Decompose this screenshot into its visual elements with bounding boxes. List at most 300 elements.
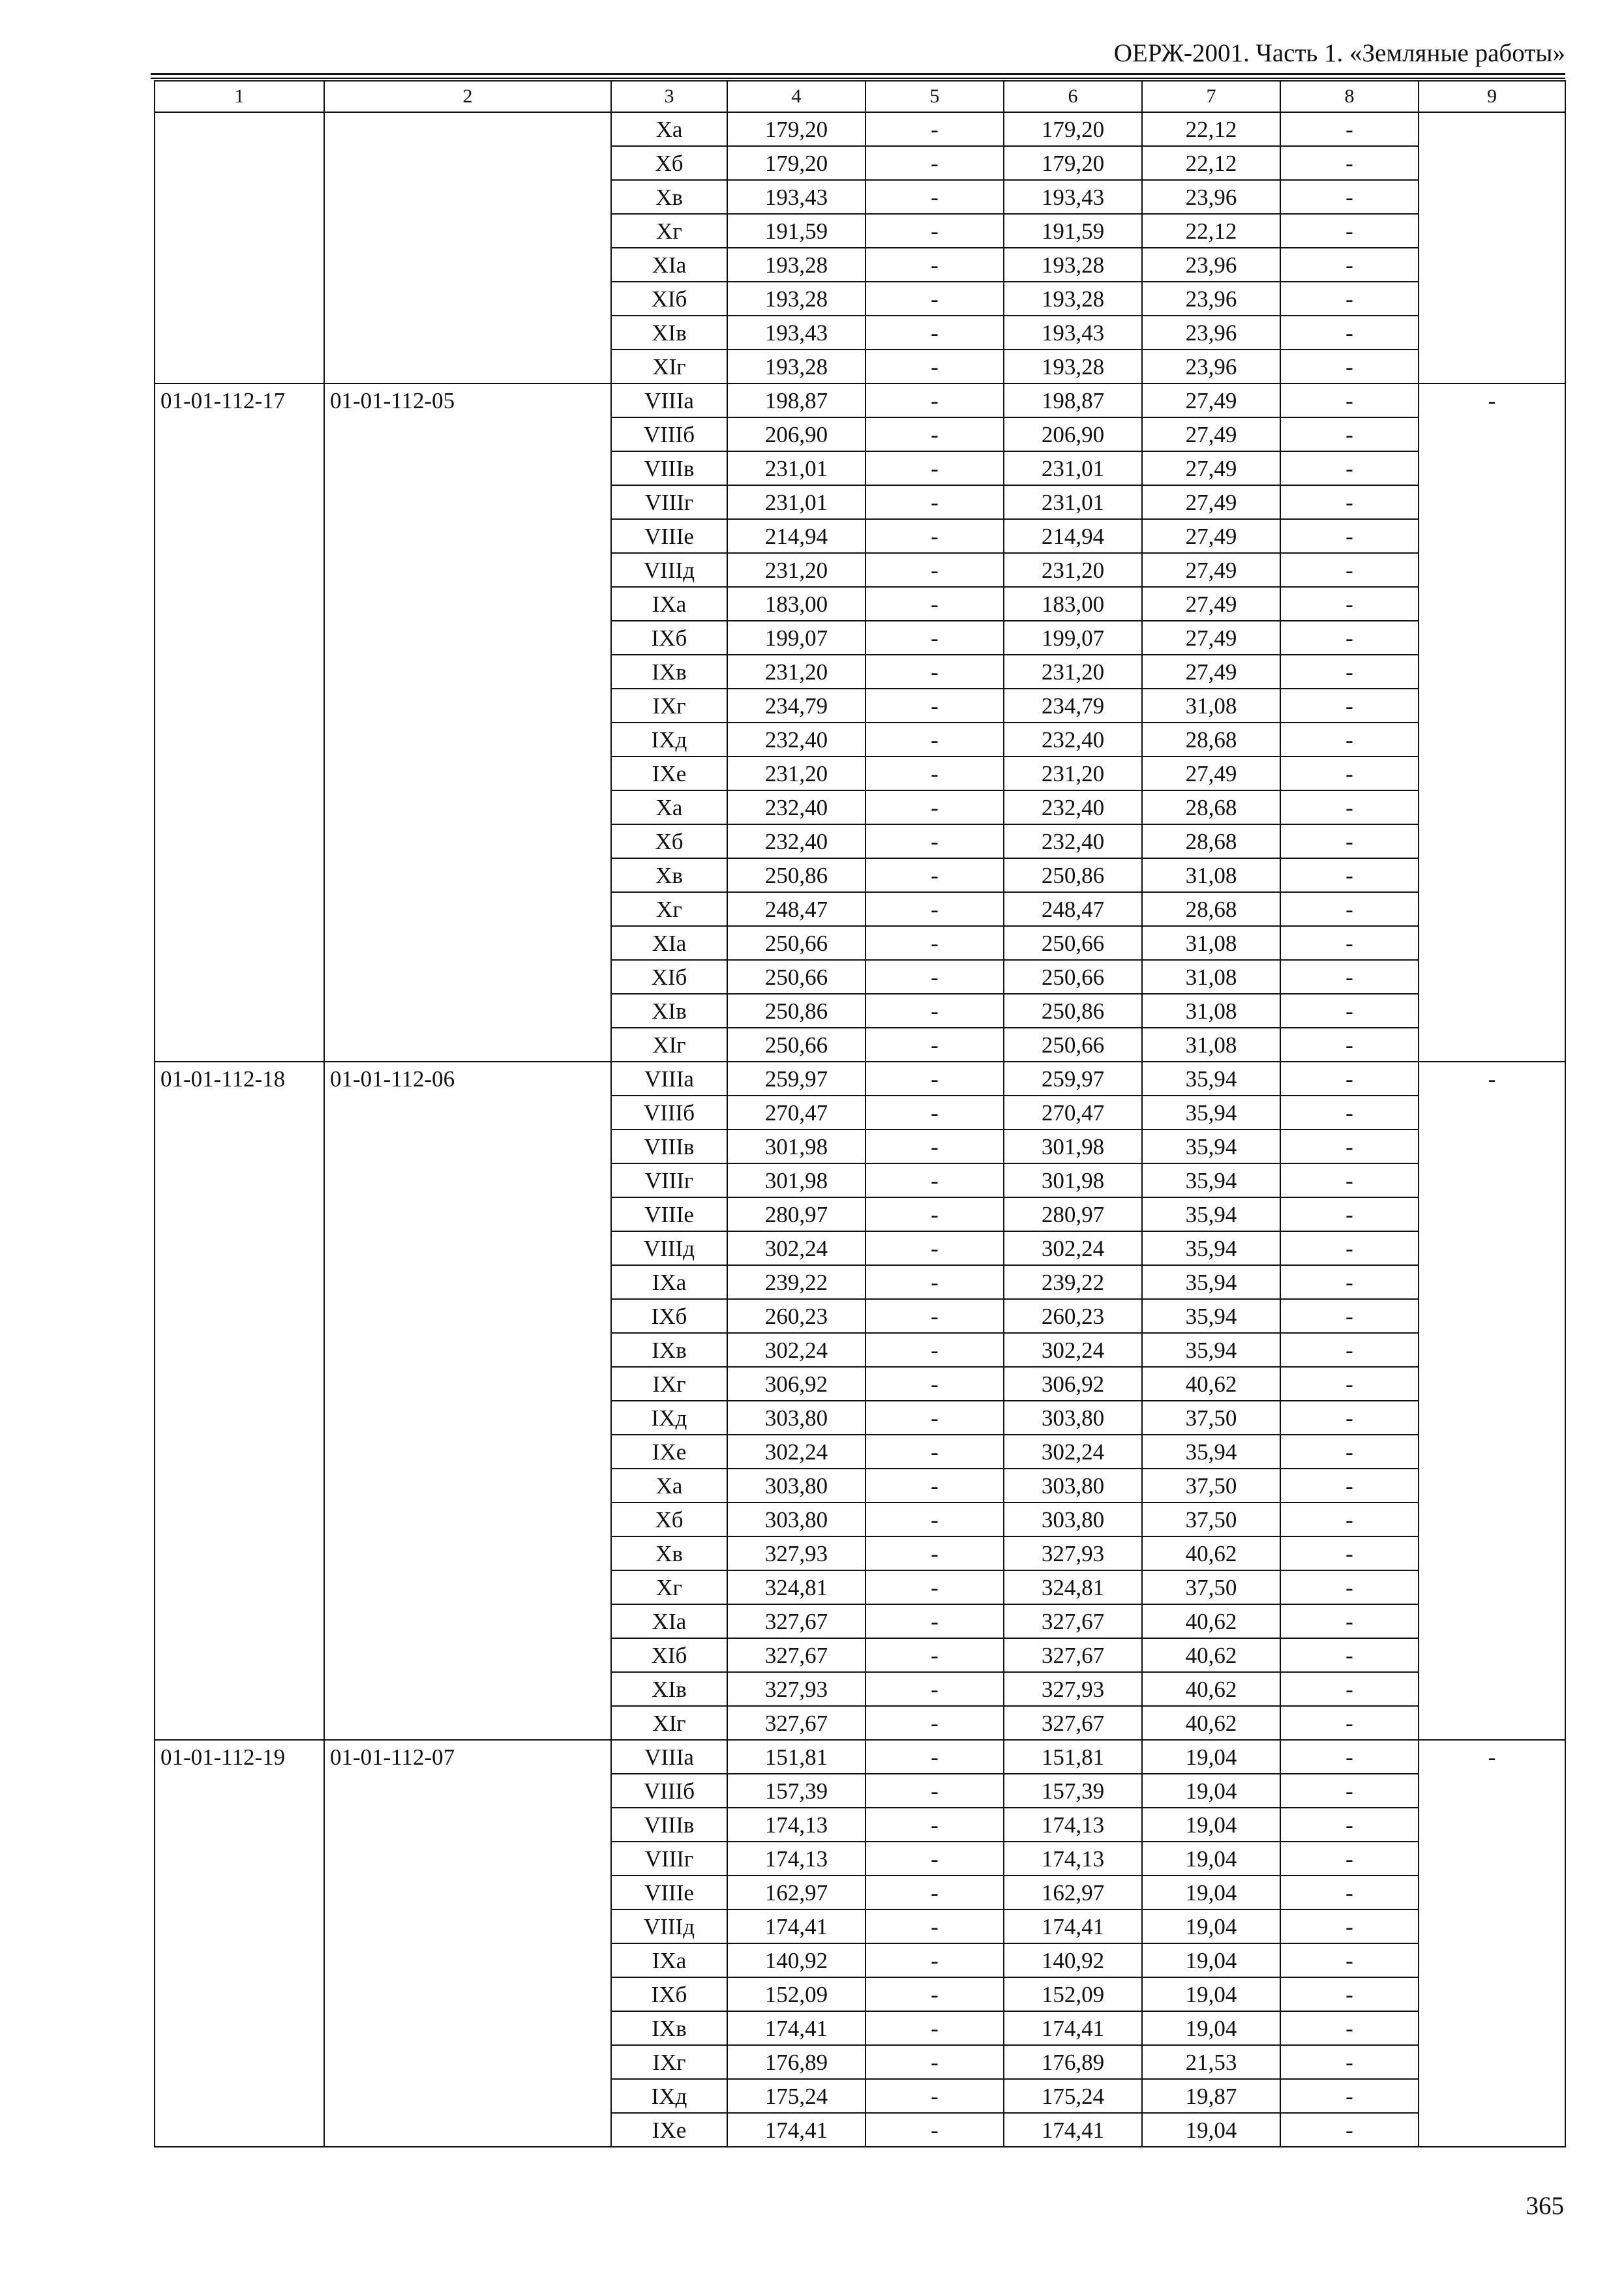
table-cell-col6: 191,59 [1004, 214, 1142, 248]
table-cell-col5: - [865, 1842, 1004, 1876]
table-cell-col6: 193,43 [1004, 180, 1142, 214]
table-cell-col4: 214,94 [727, 519, 865, 553]
table-cell-col5: - [865, 1876, 1004, 1909]
table-cell-col4: 193,28 [727, 282, 865, 316]
table-cell-col3: XIб [611, 960, 727, 994]
table-cell-col3: XIг [611, 350, 727, 383]
table-cell-col8: - [1280, 553, 1419, 587]
table-cell-col4: 151,81 [727, 1740, 865, 1774]
table-cell-col4: 231,20 [727, 553, 865, 587]
table-row [155, 383, 1565, 417]
table-cell-col7: 19,04 [1142, 1909, 1280, 1943]
table-cell-col5: - [865, 621, 1004, 655]
table-cell-col3: VIIIа [611, 1062, 727, 1096]
table-cell-col4: 183,00 [727, 587, 865, 621]
table-cell-col4: 303,80 [727, 1469, 865, 1503]
table-cell-col7: 35,94 [1142, 1062, 1280, 1096]
table-cell-col7: 27,49 [1142, 553, 1280, 587]
table-cell-col6: 306,92 [1004, 1367, 1142, 1401]
table-cell-col3: IXв [611, 1333, 727, 1367]
table-cell-col6: 179,20 [1004, 112, 1142, 146]
col-header-7: 7 [1142, 81, 1280, 112]
table-cell-col4: 232,40 [727, 723, 865, 756]
table-cell-col5: - [865, 1706, 1004, 1740]
table-cell-col8: - [1280, 2113, 1419, 2147]
table-cell-col6: 174,13 [1004, 1808, 1142, 1842]
table-cell-col8: - [1280, 1909, 1419, 1943]
table-cell-col7: 31,08 [1142, 689, 1280, 723]
table-cell-col5: - [865, 112, 1004, 146]
table-cell-col5: - [865, 790, 1004, 824]
reference-code-cell: 01-01-112-05 [324, 383, 611, 1062]
table-cell-col3: Xв [611, 180, 727, 214]
table-cell-col3: VIIIд [611, 1909, 727, 1943]
table-cell-col7: 27,49 [1142, 655, 1280, 689]
table-cell-col6: 302,24 [1004, 1333, 1142, 1367]
table-cell-col6: 248,47 [1004, 892, 1142, 926]
table-cell-col8: - [1280, 146, 1419, 180]
table-cell-col7: 31,08 [1142, 926, 1280, 960]
column-number-row [155, 81, 1565, 112]
header-rule-thin [151, 78, 1565, 79]
table-cell-col8: - [1280, 1503, 1419, 1536]
table-cell-col6: 174,41 [1004, 2011, 1142, 2045]
table-cell-col4: 250,66 [727, 1028, 865, 1062]
table-cell-col6: 327,67 [1004, 1706, 1142, 1740]
table-cell-col7: 28,68 [1142, 824, 1280, 858]
table-cell-col5: - [865, 451, 1004, 485]
rate-code-cell [155, 112, 324, 383]
table-cell-col3: XIв [611, 994, 727, 1028]
table-cell-col6: 152,09 [1004, 1977, 1142, 2011]
table-cell-col3: VIIIд [611, 553, 727, 587]
table-cell-col4: 327,93 [727, 1672, 865, 1706]
table-cell-col6: 193,28 [1004, 350, 1142, 383]
column-9-cell: - [1419, 1062, 1565, 1740]
table-cell-col4: 259,97 [727, 1062, 865, 1096]
table-cell-col8: - [1280, 1435, 1419, 1469]
table-cell-col4: 234,79 [727, 689, 865, 723]
table-cell-col5: - [865, 1062, 1004, 1096]
table-cell-col3: VIIIв [611, 451, 727, 485]
table-cell-col4: 174,41 [727, 2011, 865, 2045]
table-cell-col7: 35,94 [1142, 1333, 1280, 1367]
table-cell-col4: 179,20 [727, 146, 865, 180]
table-cell-col4: 302,24 [727, 1333, 865, 1367]
table-cell-col5: - [865, 2079, 1004, 2113]
table-cell-col4: 303,80 [727, 1401, 865, 1435]
table-cell-col7: 28,68 [1142, 892, 1280, 926]
table-cell-col3: IXб [611, 1299, 727, 1333]
table-cell-col8: - [1280, 892, 1419, 926]
table-cell-col4: 303,80 [727, 1503, 865, 1536]
table-cell-col6: 232,40 [1004, 790, 1142, 824]
table-cell-col5: - [865, 417, 1004, 451]
table-cell-col7: 27,49 [1142, 417, 1280, 451]
reference-code-cell [324, 112, 611, 383]
table-cell-col4: 250,66 [727, 960, 865, 994]
table-cell-col3: IXг [611, 689, 727, 723]
table-cell-col7: 37,50 [1142, 1570, 1280, 1604]
table-cell-col6: 157,39 [1004, 1774, 1142, 1808]
table-cell-col8: - [1280, 655, 1419, 689]
table-cell-col5: - [865, 723, 1004, 756]
table-cell-col7: 22,12 [1142, 146, 1280, 180]
table-cell-col8: - [1280, 1536, 1419, 1570]
table-cell-col4: 250,86 [727, 858, 865, 892]
table-cell-col7: 27,49 [1142, 383, 1280, 417]
table-cell-col4: 199,07 [727, 621, 865, 655]
table-cell-col6: 193,28 [1004, 248, 1142, 282]
table-cell-col5: - [865, 2011, 1004, 2045]
table-cell-col8: - [1280, 994, 1419, 1028]
table-cell-col5: - [865, 1265, 1004, 1299]
table-cell-col4: 248,47 [727, 892, 865, 926]
table-cell-col4: 301,98 [727, 1130, 865, 1163]
table-cell-col6: 303,80 [1004, 1503, 1142, 1536]
table-cell-col5: - [865, 756, 1004, 790]
table-cell-col7: 35,94 [1142, 1163, 1280, 1197]
table-cell-col4: 174,13 [727, 1842, 865, 1876]
table-cell-col3: IXг [611, 1367, 727, 1401]
table-cell-col7: 19,04 [1142, 2011, 1280, 2045]
table-cell-col7: 40,62 [1142, 1706, 1280, 1740]
table-cell-col7: 22,12 [1142, 214, 1280, 248]
table-cell-col5: - [865, 1367, 1004, 1401]
table-cell-col7: 27,49 [1142, 519, 1280, 553]
table-cell-col5: - [865, 926, 1004, 960]
table-cell-col6: 174,41 [1004, 2113, 1142, 2147]
table-cell-col7: 27,49 [1142, 756, 1280, 790]
table-cell-col4: 231,01 [727, 485, 865, 519]
table-cell-col7: 28,68 [1142, 790, 1280, 824]
table-cell-col3: XIб [611, 282, 727, 316]
table-cell-col3: VIIIе [611, 1197, 727, 1231]
table-cell-col7: 35,94 [1142, 1265, 1280, 1299]
rate-code-cell: 01-01-112-19 [155, 1740, 324, 2147]
table-cell-col8: - [1280, 621, 1419, 655]
reference-code-cell: 01-01-112-07 [324, 1740, 611, 2147]
table-cell-col7: 27,49 [1142, 587, 1280, 621]
table-cell-col6: 327,93 [1004, 1536, 1142, 1570]
table-cell-col7: 37,50 [1142, 1469, 1280, 1503]
table-cell-col4: 157,39 [727, 1774, 865, 1808]
table-cell-col8: - [1280, 1197, 1419, 1231]
table-cell-col6: 231,01 [1004, 485, 1142, 519]
table-cell-col6: 231,20 [1004, 756, 1142, 790]
col-header-1: 1 [155, 81, 324, 112]
table-cell-col5: - [865, 689, 1004, 723]
table-cell-col3: IXа [611, 587, 727, 621]
table-cell-col3: IXв [611, 2011, 727, 2045]
table-cell-col5: - [865, 214, 1004, 248]
table-cell-col8: - [1280, 2079, 1419, 2113]
table-cell-col4: 174,13 [727, 1808, 865, 1842]
col-header-9: 9 [1419, 81, 1565, 112]
table-cell-col7: 23,96 [1142, 248, 1280, 282]
table-cell-col4: 232,40 [727, 790, 865, 824]
table-cell-col6: 302,24 [1004, 1231, 1142, 1265]
table-cell-col8: - [1280, 1570, 1419, 1604]
table-cell-col7: 31,08 [1142, 858, 1280, 892]
table-cell-col7: 23,96 [1142, 350, 1280, 383]
table-cell-col8: - [1280, 1638, 1419, 1672]
col-header-8: 8 [1280, 81, 1419, 112]
table-cell-col3: VIIIб [611, 1774, 727, 1808]
table-cell-col7: 23,96 [1142, 316, 1280, 350]
table-cell-col3: Xв [611, 858, 727, 892]
table-cell-col7: 19,04 [1142, 1808, 1280, 1842]
table-cell-col7: 19,04 [1142, 1842, 1280, 1876]
table-cell-col7: 19,04 [1142, 2113, 1280, 2147]
col-header-4: 4 [727, 81, 865, 112]
table-cell-col5: - [865, 1909, 1004, 1943]
table-cell-col8: - [1280, 1977, 1419, 2011]
table-cell-col5: - [865, 1435, 1004, 1469]
table-cell-col7: 19,87 [1142, 2079, 1280, 2113]
table-cell-col6: 198,87 [1004, 383, 1142, 417]
table-cell-col8: - [1280, 1265, 1419, 1299]
table-cell-col5: - [865, 1672, 1004, 1706]
table-cell-col6: 231,20 [1004, 553, 1142, 587]
table-cell-col7: 19,04 [1142, 1977, 1280, 2011]
table-cell-col6: 302,24 [1004, 1435, 1142, 1469]
table-cell-col5: - [865, 1503, 1004, 1536]
table-cell-col5: - [865, 858, 1004, 892]
table-cell-col7: 19,04 [1142, 1740, 1280, 1774]
table-cell-col4: 231,20 [727, 655, 865, 689]
table-cell-col3: XIв [611, 316, 727, 350]
table-cell-col6: 250,66 [1004, 1028, 1142, 1062]
table-cell-col7: 40,62 [1142, 1536, 1280, 1570]
table-cell-col5: - [865, 960, 1004, 994]
table-cell-col4: 231,20 [727, 756, 865, 790]
table-cell-col4: 231,01 [727, 451, 865, 485]
table-cell-col3: IXа [611, 1943, 727, 1977]
rates-table [154, 80, 1566, 2147]
table-cell-col5: - [865, 2045, 1004, 2079]
table-cell-col3: VIIIа [611, 1740, 727, 1774]
table-cell-col4: 193,28 [727, 350, 865, 383]
table-cell-col3: IXе [611, 1435, 727, 1469]
table-cell-col4: 306,92 [727, 1367, 865, 1401]
table-cell-col4: 193,28 [727, 248, 865, 282]
table-cell-col5: - [865, 180, 1004, 214]
table-cell-col5: - [865, 1401, 1004, 1435]
table-cell-col6: 183,00 [1004, 587, 1142, 621]
table-cell-col3: VIIIб [611, 417, 727, 451]
table-cell-col5: - [865, 146, 1004, 180]
table-cell-col4: 174,41 [727, 2113, 865, 2147]
table-cell-col3: IXа [611, 1265, 727, 1299]
table-cell-col6: 231,20 [1004, 655, 1142, 689]
table-cell-col4: 302,24 [727, 1231, 865, 1265]
table-cell-col6: 151,81 [1004, 1740, 1142, 1774]
table-cell-col5: - [865, 1943, 1004, 1977]
column-9-cell [1419, 112, 1565, 383]
table-cell-col8: - [1280, 417, 1419, 451]
table-cell-col4: 176,89 [727, 2045, 865, 2079]
table-cell-col7: 31,08 [1142, 994, 1280, 1028]
table-cell-col7: 28,68 [1142, 723, 1280, 756]
table-cell-col4: 327,67 [727, 1706, 865, 1740]
table-cell-col8: - [1280, 926, 1419, 960]
table-cell-col6: 234,79 [1004, 689, 1142, 723]
table-cell-col4: 280,97 [727, 1197, 865, 1231]
table-cell-col5: - [865, 1163, 1004, 1197]
table-cell-col6: 239,22 [1004, 1265, 1142, 1299]
table-cell-col4: 191,59 [727, 214, 865, 248]
table-cell-col3: IXд [611, 1401, 727, 1435]
table-cell-col3: XIб [611, 1638, 727, 1672]
table-cell-col5: - [865, 1231, 1004, 1265]
table-cell-col5: - [865, 248, 1004, 282]
table-cell-col7: 23,96 [1142, 180, 1280, 214]
table-cell-col5: - [865, 1808, 1004, 1842]
table-cell-col8: - [1280, 1706, 1419, 1740]
table-cell-col8: - [1280, 2045, 1419, 2079]
table-cell-col7: 35,94 [1142, 1130, 1280, 1163]
table-cell-col4: 232,40 [727, 824, 865, 858]
table-cell-col3: Xб [611, 146, 727, 180]
table-cell-col8: - [1280, 1130, 1419, 1163]
table-cell-col5: - [865, 824, 1004, 858]
column-9-cell: - [1419, 383, 1565, 1062]
table-cell-col6: 270,47 [1004, 1096, 1142, 1130]
table-cell-col6: 301,98 [1004, 1130, 1142, 1163]
table-cell-col3: XIв [611, 1672, 727, 1706]
rate-code-cell: 01-01-112-17 [155, 383, 324, 1062]
table-cell-col5: - [865, 655, 1004, 689]
table-cell-col3: Xв [611, 1536, 727, 1570]
table-cell-col8: - [1280, 1876, 1419, 1909]
table-cell-col3: VIIIд [611, 1231, 727, 1265]
header-rule [151, 73, 1565, 75]
table-cell-col5: - [865, 1570, 1004, 1604]
table-cell-col5: - [865, 1469, 1004, 1503]
table-cell-col7: 35,94 [1142, 1299, 1280, 1333]
table-cell-col6: 250,86 [1004, 858, 1142, 892]
col-header-2: 2 [324, 81, 611, 112]
table-cell-col8: - [1280, 1299, 1419, 1333]
table-cell-col8: - [1280, 1028, 1419, 1062]
table-cell-col6: 162,97 [1004, 1876, 1142, 1909]
table-cell-col3: Xг [611, 1570, 727, 1604]
table-cell-col7: 37,50 [1142, 1401, 1280, 1435]
table-cell-col7: 23,96 [1142, 282, 1280, 316]
table-cell-col4: 301,98 [727, 1163, 865, 1197]
table-cell-col6: 231,01 [1004, 451, 1142, 485]
table-cell-col7: 19,04 [1142, 1876, 1280, 1909]
table-cell-col7: 21,53 [1142, 2045, 1280, 2079]
table-cell-col8: - [1280, 180, 1419, 214]
table-cell-col8: - [1280, 1774, 1419, 1808]
table-cell-col6: 303,80 [1004, 1469, 1142, 1503]
table-cell-col3: IXе [611, 2113, 727, 2147]
table-cell-col8: - [1280, 519, 1419, 553]
table-cell-col5: - [865, 2113, 1004, 2147]
table-cell-col5: - [865, 1604, 1004, 1638]
table-row [155, 1740, 1565, 1774]
table-cell-col8: - [1280, 1808, 1419, 1842]
table-cell-col8: - [1280, 214, 1419, 248]
column-9-cell: - [1419, 1740, 1565, 2147]
table-cell-col5: - [865, 383, 1004, 417]
table-cell-col6: 199,07 [1004, 621, 1142, 655]
table-body [155, 112, 1565, 2147]
table-cell-col4: 198,87 [727, 383, 865, 417]
table-cell-col3: XIа [611, 1604, 727, 1638]
table-cell-col8: - [1280, 282, 1419, 316]
table-cell-col3: VIIIе [611, 519, 727, 553]
table-cell-col7: 27,49 [1142, 451, 1280, 485]
table-cell-col6: 232,40 [1004, 723, 1142, 756]
table-cell-col6: 140,92 [1004, 1943, 1142, 1977]
table-cell-col6: 176,89 [1004, 2045, 1142, 2079]
table-cell-col6: 179,20 [1004, 146, 1142, 180]
table-cell-col4: 179,20 [727, 112, 865, 146]
table-cell-col5: - [865, 994, 1004, 1028]
table-cell-col4: 250,66 [727, 926, 865, 960]
table-cell-col8: - [1280, 689, 1419, 723]
table-cell-col3: Xа [611, 790, 727, 824]
table-cell-col8: - [1280, 723, 1419, 756]
table-cell-col6: 193,28 [1004, 282, 1142, 316]
table-cell-col5: - [865, 892, 1004, 926]
table-cell-col5: - [865, 1299, 1004, 1333]
table-cell-col3: XIа [611, 926, 727, 960]
table-cell-col6: 214,94 [1004, 519, 1142, 553]
table-cell-col7: 40,62 [1142, 1367, 1280, 1401]
table-cell-col3: Xг [611, 892, 727, 926]
table-cell-col6: 174,41 [1004, 1909, 1142, 1943]
table-cell-col4: 260,23 [727, 1299, 865, 1333]
table-cell-col4: 327,67 [727, 1638, 865, 1672]
table-cell-col6: 232,40 [1004, 824, 1142, 858]
table-cell-col3: XIа [611, 248, 727, 282]
table-cell-col3: VIIIе [611, 1876, 727, 1909]
table-cell-col8: - [1280, 1469, 1419, 1503]
table-cell-col7: 19,04 [1142, 1774, 1280, 1808]
table-cell-col5: - [865, 587, 1004, 621]
table-cell-col8: - [1280, 1096, 1419, 1130]
table-cell-col7: 35,94 [1142, 1435, 1280, 1469]
table-cell-col8: - [1280, 383, 1419, 417]
table-cell-col5: - [865, 1536, 1004, 1570]
table-cell-col3: VIIIг [611, 485, 727, 519]
table-cell-col8: - [1280, 1842, 1419, 1876]
table-cell-col7: 40,62 [1142, 1638, 1280, 1672]
table-cell-col3: VIIIа [611, 383, 727, 417]
table-cell-col4: 250,86 [727, 994, 865, 1028]
table-cell-col4: 239,22 [727, 1265, 865, 1299]
table-cell-col6: 250,86 [1004, 994, 1142, 1028]
table-cell-col6: 327,93 [1004, 1672, 1142, 1706]
table-cell-col7: 27,49 [1142, 621, 1280, 655]
table-cell-col5: - [865, 1638, 1004, 1672]
table-cell-col8: - [1280, 248, 1419, 282]
table-cell-col7: 31,08 [1142, 960, 1280, 994]
table-cell-col8: - [1280, 485, 1419, 519]
table-cell-col6: 301,98 [1004, 1163, 1142, 1197]
col-header-5: 5 [865, 81, 1004, 112]
table-cell-col6: 206,90 [1004, 417, 1142, 451]
table-cell-col7: 37,50 [1142, 1503, 1280, 1536]
table-cell-col6: 324,81 [1004, 1570, 1142, 1604]
table-cell-col4: 324,81 [727, 1570, 865, 1604]
table-cell-col3: IXд [611, 2079, 727, 2113]
table-cell-col4: 162,97 [727, 1876, 865, 1909]
